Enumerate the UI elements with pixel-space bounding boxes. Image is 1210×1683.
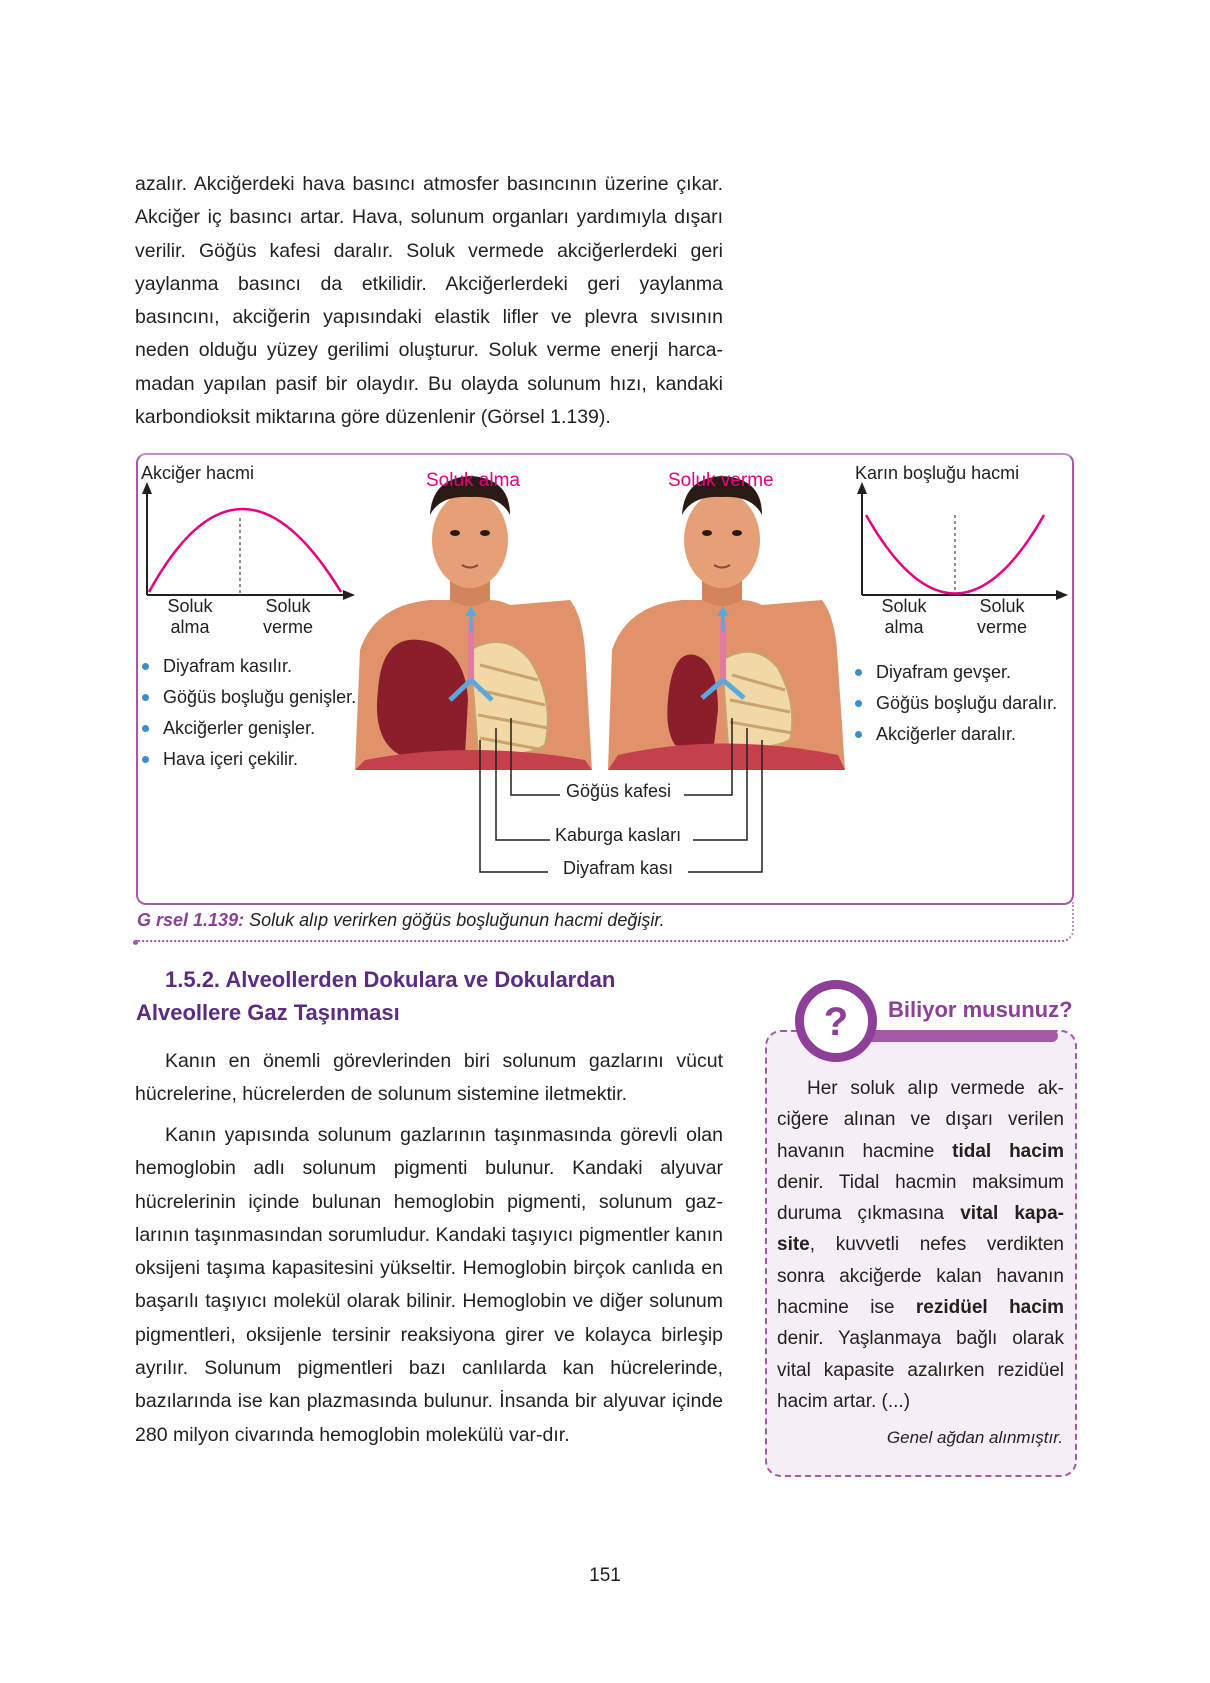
inhale-point: Hava içeri çekilir.: [139, 744, 356, 775]
question-mark-icon: ?: [795, 980, 877, 1062]
page-number: 151: [589, 1565, 621, 1586]
inhale-title: Soluk alma: [426, 470, 520, 491]
exhale-point: Göğüs boşluğu daralır.: [852, 688, 1057, 719]
figure-caption: [137, 910, 665, 931]
body-paragraph-1: Kanın en önemli görevlerinden biri solunum gazlarını vücut hücrelerine, hücrelerden de solunum sistemine iletmektir.: [135, 1050, 723, 1106]
lung-volume-axis-label: Akciğer hacmi: [141, 463, 255, 483]
inhale-points: [139, 651, 356, 775]
info-title: Biliyor musunuz?: [888, 997, 1073, 1022]
info-title-bar: [868, 1030, 1058, 1042]
exhale-point: Diyafram gevşer.: [852, 657, 1057, 688]
inhale-point: Göğüs boşluğu genişler.: [139, 682, 356, 713]
intercostal-muscles-label: Kaburga kasları: [555, 825, 682, 845]
exhale-label-1: Soluk verme: [262, 596, 313, 637]
tidal-volume-term: tidal hacim: [952, 1140, 1064, 1162]
residual-volume-term: rezidüel hacim: [915, 1297, 1064, 1319]
section-heading: 1.5.2. Alveollerden Dokulara ve Dokulardan Alveollere Gaz Taşınması: [136, 967, 616, 1025]
abdominal-volume-graph: [857, 482, 1068, 600]
inhale-label-2: Soluk alma: [881, 596, 927, 637]
inhale-point: Diyafram kasılır.: [139, 651, 356, 682]
vital-capacity-term: vital kapa-site: [777, 1203, 1064, 1256]
torso-inhale-illustration: [355, 476, 592, 770]
abdominal-volume-axis-label: Karın boşluğu hacmi: [855, 463, 1020, 483]
lung-volume-graph: [142, 482, 355, 600]
exhale-point: Akciğerler daralır.: [852, 719, 1057, 750]
torso-exhale-illustration: [608, 476, 845, 770]
exhale-points: [852, 657, 1057, 750]
inhale-point: Akciğerler genişler.: [139, 713, 356, 744]
caption-dot: [133, 940, 138, 945]
diaphragm-label: Diyafram kası: [563, 858, 674, 878]
caption-label: G rsel 1.139:: [137, 910, 245, 930]
body-paragraph-2: Kanın yapısında solunum gazlarının taşınmasında görevli olan hemoglobin adlı solunum pigmenti bulunur. Kandaki alyuvar hücrelerinin içinde bulunan hemoglobin pigmenti, solunum gaz-larının taşınmasından sorumludur. Kandaki taşıyıcı pigmentler kanın oksijeni taşıma kapasitesini yükseltir. Hemoglobin birçok canlıda en başarılı taşıyıcı molekül olarak bilinir. Hemoglobin ve diğer solunum pigmentleri, oksijenle tersinir reaksiyona girer ve kolayca birleşip ayrılır. Solunum pigmentleri bazı canlılarda kan hücrelerinde, bazılarında ise kan plazmasında bulunur. İnsanda bir alyuvar içinde 280 milyon civarında hemoglobin molekülü var-dır.: [135, 1124, 723, 1446]
caption-text: Soluk alıp verirken göğüs boşluğunun hacmi değişir.: [249, 910, 665, 930]
chest-cage-label: Göğüs kafesi: [566, 781, 672, 801]
info-source: Genel ağdan alınmıştır.: [886, 1428, 1063, 1447]
intro-paragraph: azalır. Akciğerdeki hava basıncı atmosfer basıncının üzerine çıkar. Akciğer iç basıncı artar. Hava, solunum organları yardımıyla dışarı verilir. Göğüs kafesi daralır. Soluk vermede akciğerlerdeki geri yaylanma basıncı da etkilidir. Akciğerlerdeki geri yaylanma basıncını, akciğerin yapısındaki elastik lifler ve plevra sıvısının neden olduğu yüzey gerilimi oluşturur. Soluk verme enerji harca-madan yapılan pasif bir olaydır. Bu olayda solunum hızı, kandaki karbondioksit miktarına göre düzenlenir (Görsel 1.139).: [135, 173, 723, 429]
info-text: Her soluk alıp vermede ak-ciğere alınan ve dışarı verilen havanın hacmine tidal hacim denir. Tidal hacmin maksimum duruma çıkmasına vital kapa-site, kuvvetli nefes verdikten sonra akciğerde kalan havanın hacmine ise rezidüel hacim denir. Yaşlanmaya bağlı olarak vital kapasite azalırken rezidüel hacim artar. (...): [777, 1078, 1064, 1412]
exhale-label-2: Soluk verme: [976, 596, 1027, 637]
lung-volume-curve: [149, 509, 341, 592]
exhale-title: Soluk verme: [668, 470, 774, 491]
inhale-label-1: Soluk alma: [167, 596, 213, 637]
